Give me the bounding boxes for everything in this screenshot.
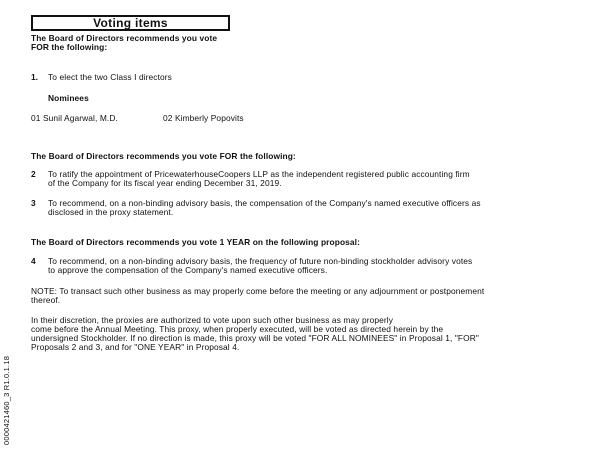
item-3-number: 3 [31,198,36,208]
item-1-number: 1. [31,72,38,82]
discretion-line-4: Proposals 2 and 3, and for "ONE YEAR" in Proposal 4. [31,342,240,352]
item-2-line-1: To ratify the appointment of PricewaterhouseCoopers LLP as the independent registered public accounting firm [48,169,470,179]
nominee-2: 02 Kimberly Popovits [163,113,244,123]
item-2-line-2: of the Company for its fiscal year ending December 31, 2019. [48,178,282,188]
voting-items-title: Voting items [31,15,230,31]
item-3-line-2: disclosed in the proxy statement. [48,207,174,217]
item-4-line-2: to approve the compensation of the Company's named executive officers. [48,265,328,275]
item-3-line-1: To recommend, on a non-binding advisory basis, the compensation of the Company's named executive officers as [48,198,481,208]
nominees-label: Nominees [48,93,89,103]
document-id-code: 0000421460_3 R1.0.1.18 [2,355,11,445]
item-4-line-1: To recommend, on a non-binding advisory basis, the frequency of future non-binding stockholder advisory votes [48,256,473,266]
board-recommendation-header-1b: FOR the following: [31,42,108,52]
discretion-line-1: In their discretion, the proxies are authorized to vote upon such other business as may properly [31,315,394,325]
board-recommendation-header-1: The Board of Directors recommends you vote [31,33,218,43]
nominee-1: 01 Sunil Agarwal, M.D. [31,113,118,123]
note-line-1: NOTE: To transact such other business as may properly come before the meeting or any adjournment or postponement [31,286,485,296]
note-line-2: thereof. [31,295,61,305]
item-1-text: To elect the two Class I directors [48,72,172,82]
board-recommendation-header-3: The Board of Directors recommends you vote 1 YEAR on the following proposal: [31,237,360,247]
board-recommendation-header-2: The Board of Directors recommends you vote FOR the following: [31,151,296,161]
item-4-number: 4 [31,256,36,266]
discretion-line-2: come before the Annual Meeting. This proxy, when properly executed, will be voted as directed herein by the [31,324,444,334]
item-2-number: 2 [31,169,36,179]
discretion-line-3: undersigned Stockholder. If no direction is made, this proxy will be voted "FOR ALL NOMINEES" in Proposal 1, "FOR" [31,333,479,343]
